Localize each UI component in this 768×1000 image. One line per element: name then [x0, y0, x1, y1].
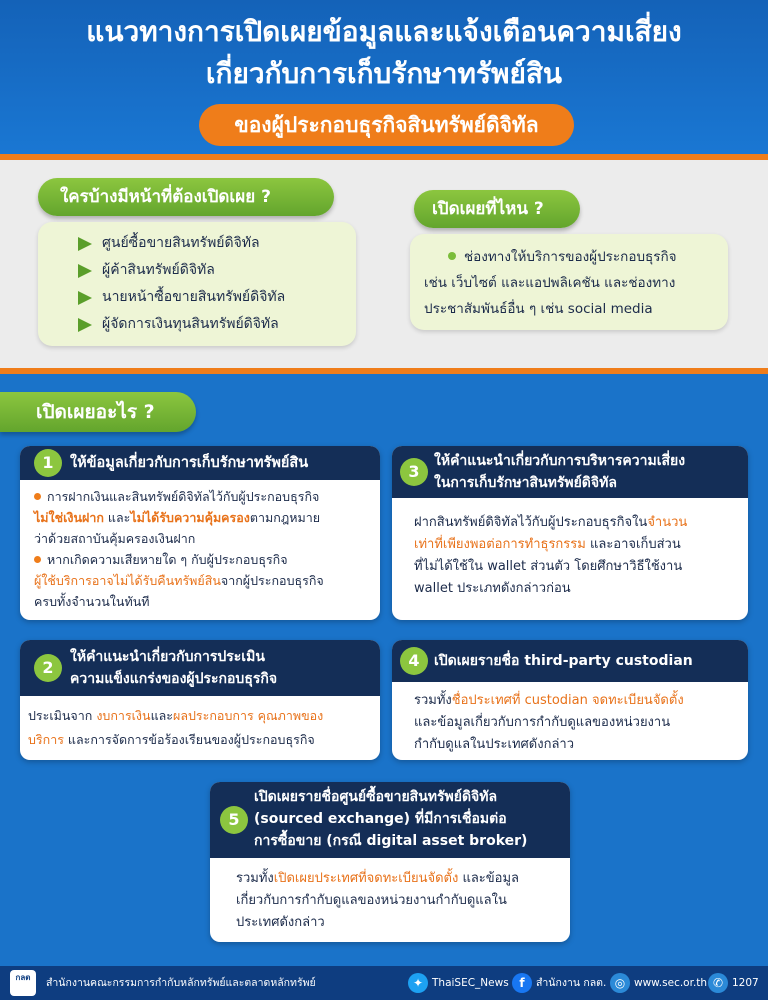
card-2-header — [20, 640, 380, 696]
facebook-page[interactable]: สำนักงาน กลต. — [536, 977, 607, 989]
card-4-body: รวมทั้งชื่อประเทศที่ custodian จดทะเบียนจัดตั้ง และข้อมูลเกี่ยวกับการกำกับดูแลของหน่วยงาน กำกับดูแลในประเทศดังกล่าว — [414, 693, 684, 752]
card-2-title: ให้คำแนะนำเกี่ยวกับการประเมิน ความแข็งแกร่งของผู้ประกอบธุรกิจ — [70, 649, 278, 687]
facebook-icon: f — [512, 973, 532, 993]
arrow-icon — [78, 291, 92, 305]
who-heading: ใครบ้างมีหน้าที่ต้องเปิดเผย ? — [38, 178, 334, 216]
card-2-body: ประเมินจาก งบการเงินและผลประกอบการ คุณภาพของ บริการ และการจัดการข้อร้องเรียนของผู้ประกอบธุรกิจ — [28, 708, 324, 747]
bullet-icon — [34, 493, 41, 500]
number-badge: 2 — [34, 654, 62, 682]
card-1 — [20, 446, 380, 620]
card-1-body: การฝากเงินและสินทรัพย์ดิจิทัลไว้กับผู้ประกอบธุรกิจ ไม่ใช่เงินฝาก และไม่ได้รับความคุ้มครองตามกฎหมาย ว่าด้วยสถาบันคุ้มครองเงินฝาก หากเกิดความเสียหายใด ๆ กับผู้ประกอบธุรกิจ ผู้ใช้บริการอาจไม่ได้รับคืนทรัพย์สินจากผู้ประกอบธุรกิจ ครบทั้งจำนวนในทันที — [34, 489, 324, 609]
card-5-header — [210, 782, 570, 858]
list-item: ผู้จัดการเงินทุนสินทรัพย์ดิจิทัล — [78, 311, 356, 338]
bullet-icon — [34, 556, 41, 563]
footer — [0, 966, 768, 1000]
card-5 — [210, 782, 570, 942]
website-link[interactable]: www.sec.or.th — [634, 977, 708, 989]
card-3-header — [392, 446, 748, 498]
who-list — [38, 222, 356, 346]
orange-divider-2 — [0, 368, 768, 374]
card-1-header — [20, 446, 380, 480]
where-line-2: เช่น เว็บไซต์ และแอปพลิเคชัน และช่องทาง — [424, 275, 676, 291]
number-badge: 3 — [400, 458, 428, 486]
card-4-header — [392, 640, 748, 682]
org-name: สำนักงานคณะกรรมการกำกับหลักทรัพย์และตลาดหลักทรัพย์ — [46, 977, 316, 989]
card-2 — [20, 640, 380, 760]
where-line-1: ช่องทางให้บริการของผู้ประกอบธุรกิจ — [424, 244, 714, 270]
number-badge: 5 — [220, 806, 248, 834]
globe-icon: ◎ — [610, 973, 630, 993]
twitter-icon: ✦ — [408, 973, 428, 993]
title-line-2: เกี่ยวกับการเก็บรักษาทรัพย์สิน — [205, 57, 563, 90]
arrow-icon — [78, 318, 92, 332]
phone-number[interactable]: 1207 — [732, 977, 759, 989]
sec-logo: กลต — [10, 970, 36, 996]
card-3-body: ฝากสินทรัพย์ดิจิทัลไว้กับผู้ประกอบธุรกิจในจำนวน เท่าที่เพียงพอต่อการทำธุรกรรม และอาจเก็บส่วน ที่ไม่ได้ใช้ใน wallet ส่วนตัว โดยศึกษาวิธีใช้งาน wallet ประเภทดังกล่าวก่อน — [414, 515, 688, 596]
title-line-1: แนวทางการเปิดเผยข้อมูลและแจ้งเตือนความเสี่ยง — [86, 15, 682, 48]
card-4-title: เปิดเผยรายชื่อ third-party custodian — [434, 653, 693, 669]
card-3 — [392, 446, 748, 620]
arrow-icon — [78, 237, 92, 251]
card-4 — [392, 640, 748, 760]
card-5-title: เปิดเผยรายชื่อศูนย์ซื้อขายสินทรัพย์ดิจิทัล (sourced exchange) ที่มีการเชื่อมต่อ การซื้อขาย (กรณี digital asset broker) — [254, 789, 528, 849]
bullet-icon — [448, 252, 456, 260]
header-banner — [0, 0, 768, 160]
where-line-3: ประชาสัมพันธ์อื่น ๆ เช่น social media — [424, 301, 653, 317]
twitter-handle[interactable]: ThaiSEC_News — [432, 977, 509, 989]
what-heading: เปิดเผยอะไร ? — [0, 392, 196, 432]
arrow-icon — [78, 264, 92, 278]
phone-icon: ✆ — [708, 973, 728, 993]
number-badge: 1 — [34, 449, 62, 477]
card-1-title: ให้ข้อมูลเกี่ยวกับการเก็บรักษาทรัพย์สิน — [70, 455, 309, 471]
number-badge: 4 — [400, 647, 428, 675]
where-heading: เปิดเผยที่ไหน ? — [414, 190, 580, 228]
card-5-body: รวมทั้งเปิดเผยประเทศที่จดทะเบียนจัดตั้ง และข้อมูล เกี่ยวกับการกำกับดูแลของหน่วยงานกำกับดูแลใน ประเทศดังกล่าว — [236, 871, 520, 930]
list-item: ศูนย์ซื้อขายสินทรัพย์ดิจิทัล — [78, 230, 356, 257]
list-item: นายหน้าซื้อขายสินทรัพย์ดิจิทัล — [78, 284, 356, 311]
list-item: ผู้ค้าสินทรัพย์ดิจิทัล — [78, 257, 356, 284]
card-3-title: ให้คำแนะนำเกี่ยวกับการบริหารความเสี่ยง ในการเก็บรักษาสินทรัพย์ดิจิทัล — [434, 453, 686, 491]
subtitle-badge: ของผู้ประกอบธุรกิจสินทรัพย์ดิจิทัล — [199, 104, 574, 146]
where-box — [410, 234, 728, 330]
